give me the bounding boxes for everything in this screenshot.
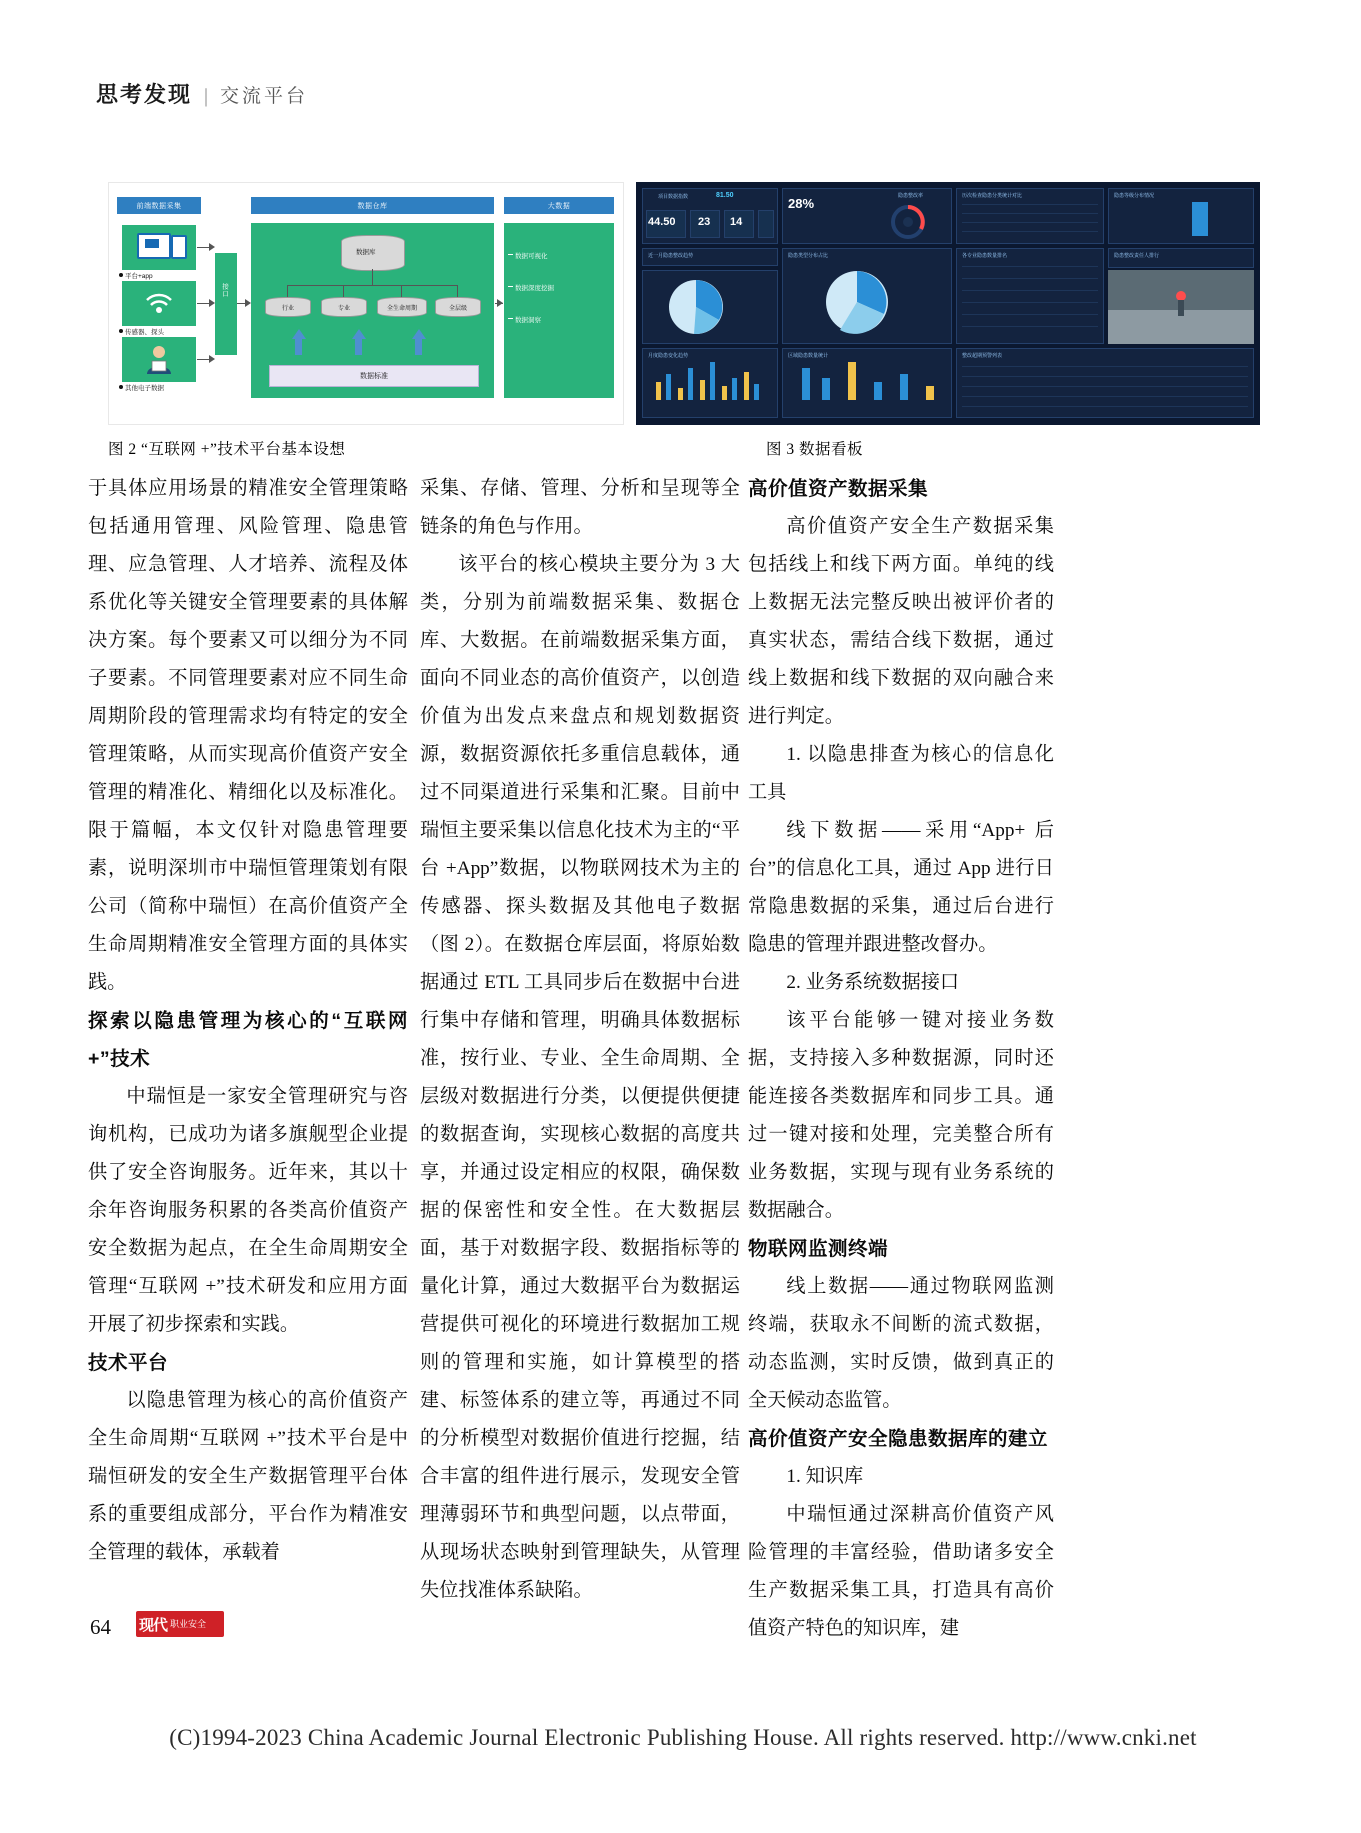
dashboard-panel-title-3: 近一月隐患整改趋势 bbox=[648, 253, 694, 259]
fig2-label-sensor: 传感器、探头 bbox=[125, 329, 164, 336]
journal-logo bbox=[136, 1611, 224, 1637]
fig2-arrow-head bbox=[209, 243, 215, 251]
dashboard-kpi-3-value: 14 bbox=[730, 216, 743, 228]
fig2-up-arrow-stem bbox=[295, 339, 302, 355]
figure-3-caption: 图 3 数据看板 bbox=[766, 441, 864, 458]
dashboard-bar bbox=[722, 386, 727, 400]
fig2-interface-box bbox=[215, 253, 237, 355]
pie-chart-icon bbox=[664, 276, 728, 338]
figure-2-architecture bbox=[108, 182, 624, 425]
wifi-sensor-icon bbox=[143, 288, 175, 318]
dashboard-index-title: 项目数据指数 bbox=[658, 194, 689, 200]
fig2-arrow-head bbox=[209, 355, 215, 363]
paragraph: 采集、存储、管理、分析和呈现等全链条的角色与作用。 bbox=[420, 478, 740, 537]
dashboard-bar bbox=[700, 380, 705, 400]
paragraph: 该平台的核心模块主要分为 3 大类，分别为前端数据采集、数据仓库、大数据。在前端数据采集方面，面向不同业态的高价值资产，以创造价值为出发点来盘点和规划数据资源，数据资源依托多重信息载体，通过不同渠道进行采集和汇聚。目前中瑞恒主要采集以信息化技术为主的“平台 +App”数据，以物联网技术为主的传感器、探头数据及其他电子数据（图 2）。在数据仓库层面，将原始数据通过 ETL 工具同步后在数据中台进行集中存储和管理，明确具体数据标准，按行业、专业、全生命周期、全层级对数据进行分类，以便提供便捷的数据查询，实现核心数据的高度共享，并通过设定相应的权限，确保数据的保密性和安全性。在大数据层面，基于对数据字段、数据指标等的量化计算，通过大数据平台为数据运营提供可视化的环境进行数据加工规则的管理和实施，如计算模型的搭建、标签体系的建立等，再通过不同的分析模型对数据价值进行挖掘，结合丰富的组件进行展示，发现安全管理薄弱环节和典型问题，以点带面，从现场状态映射到管理缺失，从管理失位找准体系缺陷。 bbox=[420, 554, 740, 1601]
dashboard-panel-mid-1 bbox=[956, 248, 1104, 344]
fig2-sub-specialty: 专业 bbox=[321, 297, 367, 317]
figure-3-dashboard bbox=[636, 182, 1260, 425]
person-document-icon bbox=[141, 343, 177, 377]
fig2-up-arrow bbox=[292, 329, 306, 339]
fig2-up-arrow bbox=[352, 329, 366, 339]
dashboard-bar bbox=[848, 362, 856, 400]
fig2-database-label: 数据库 bbox=[356, 249, 376, 256]
phone-icon bbox=[171, 235, 187, 259]
copyright-notice: (C)1994-2023 China Academic Journal Electronic Publishing House. All rights reserved. http://www.cnki.net bbox=[169, 1725, 1197, 1750]
dashboard-table-row bbox=[962, 406, 1248, 407]
fig2-sub-industry: 行业 bbox=[265, 297, 311, 317]
fig2-connector bbox=[401, 285, 402, 297]
dashboard-table-row bbox=[962, 396, 1248, 397]
fig2-up-arrow-stem bbox=[355, 339, 362, 355]
dashboard-table-row bbox=[962, 302, 1098, 303]
dashboard-table-row bbox=[962, 222, 1098, 223]
dashboard-table-row bbox=[962, 290, 1098, 291]
fig2-connector bbox=[287, 285, 457, 286]
fig2-arrow-head bbox=[497, 299, 503, 307]
dashboard-bar bbox=[802, 368, 810, 400]
fig2-out-visual: 数据可视化 bbox=[515, 253, 548, 260]
figure-2-caption: 图 2 “互联网 +”技术平台基本设想 bbox=[108, 441, 346, 458]
fig2-connector bbox=[343, 285, 344, 297]
paragraph: 该平台能够一键对接业务数据，支持接入多种数据源，同时还能连接各类数据库和同步工具。通过一键对接和处理，完美整合所有业务数据，实现与现有业务系统的数据融合。 bbox=[748, 1010, 1054, 1221]
fig2-connector bbox=[287, 285, 288, 297]
dashboard-kpi-1-value: 44.50 bbox=[648, 216, 676, 228]
dashboard-table-row bbox=[962, 314, 1098, 315]
dashboard-panel-title-9: 整改超期预警列表 bbox=[962, 353, 1003, 359]
dashboard-panel-title-8: 区域隐患数量统计 bbox=[788, 353, 829, 359]
bullet-icon bbox=[119, 329, 123, 333]
fig2-label-app: 平台+app bbox=[125, 273, 153, 280]
dashboard-bar bbox=[666, 374, 671, 400]
monitor-screen-icon bbox=[145, 239, 159, 248]
dashboard-table-row bbox=[962, 266, 1098, 267]
dashboard-panel-title-1: 历次检查隐患分类统计对比 bbox=[962, 193, 1023, 199]
fig2-data-standard: 数据标准 bbox=[269, 365, 479, 387]
header-subsection: 交流平台 bbox=[220, 86, 309, 107]
dashboard-kpi-4 bbox=[758, 210, 774, 238]
section-heading: 探索以隐患管理为核心的“互联网+”技术 bbox=[88, 1010, 408, 1070]
paragraph: 线上数据——通过物联网监测终端，获取永不间断的流式数据，动态监测，实时反馈，做到真正的全天候动态监管。 bbox=[748, 1276, 1054, 1411]
section-heading: 高价值资产数据采集 bbox=[748, 478, 929, 500]
dashboard-table-row bbox=[962, 278, 1098, 279]
dashboard-bar bbox=[900, 374, 908, 400]
fig2-connector bbox=[372, 269, 373, 285]
fig2-band-bigdata: 大数据 bbox=[504, 197, 614, 214]
dashboard-bar bbox=[688, 368, 693, 400]
paragraph: 以隐患管理为核心的高价值资产全生命周期“互联网 +”技术平台是中瑞恒研发的安全生产数据管理平台体系的重要组成部分，平台作为精准安全管理的载体，承载着 bbox=[88, 1390, 408, 1563]
dashboard-panel-title-4: 隐患类型分布占比 bbox=[788, 253, 829, 259]
bullet-icon bbox=[119, 273, 123, 277]
dashboard-bar bbox=[678, 388, 683, 400]
section-heading: 物联网监测终端 bbox=[748, 1238, 889, 1260]
logo-sub-text: 职业安全 bbox=[170, 1619, 207, 1629]
dashboard-gauge-percent: 28% bbox=[788, 196, 815, 211]
dashboard-bar bbox=[732, 378, 737, 400]
header-section: 思考发现 bbox=[96, 82, 193, 107]
dashboard-panel-title-5: 各专业隐患数量排名 bbox=[962, 253, 1008, 259]
dashboard-panel-title-2: 隐患等级分布情况 bbox=[1114, 193, 1155, 199]
fig2-dash bbox=[508, 286, 513, 287]
dashboard-bar bbox=[744, 372, 749, 400]
fig2-dash bbox=[508, 318, 513, 319]
fig2-band-warehouse: 数据仓库 bbox=[251, 197, 494, 214]
dashboard-table-row bbox=[962, 213, 1098, 214]
gauge-icon bbox=[888, 202, 928, 242]
paragraph: 于具体应用场景的精准安全管理策略包括通用管理、风险管理、隐患管理、应急管理、人才培养、流程及体系优化等关键安全管理要素的具体解决方案。每个要素又可以细分为不同子要素。不同管理要素对应不同生命周期阶段的管理需求均有特定的安全管理策略，从而实现高价值资产安全管理的精准化、精细化以及标准化。限于篇幅，本文仅针对隐患管理要素，说明深圳市中瑞恒管理策划有限公司（简称中瑞恒）在高价值资产全生命周期精准安全管理方面的具体实践。 bbox=[88, 478, 408, 993]
paragraph: 2. 业务系统数据接口 bbox=[786, 972, 960, 993]
paragraph: 1. 以隐患排查为核心的信息化工具 bbox=[748, 744, 1054, 803]
page-header bbox=[96, 78, 308, 109]
dashboard-panel-title-6: 隐患整改责任人排行 bbox=[1114, 253, 1160, 259]
fig2-dash bbox=[508, 254, 513, 255]
fig2-out-insight: 数据洞察 bbox=[515, 317, 541, 324]
dashboard-bar bbox=[710, 362, 715, 400]
fig2-up-arrow-stem bbox=[415, 339, 422, 355]
paragraph: 1. 知识库 bbox=[786, 1466, 864, 1487]
dashboard-bar bbox=[822, 378, 830, 400]
paragraph: 中瑞恒通过深耕高价值资产风险管理的丰富经验，借助诸多安全生产数据采集工具，打造具有高价值资产特色的知识库，建 bbox=[748, 1504, 1054, 1639]
dashboard-bar bbox=[926, 386, 934, 400]
dashboard-bar bbox=[656, 382, 661, 400]
dashboard-bar bbox=[874, 382, 882, 400]
paragraph: 高价值资产安全生产数据采集包括线上和线下两方面。单纯的线上数据无法完整反映出被评价者的真实状态，需结合线下数据，通过线上数据和线下数据的双向融合来进行判定。 bbox=[748, 516, 1054, 727]
dashboard-table-row bbox=[962, 366, 1248, 367]
dashboard-index-value: 81.50 bbox=[716, 192, 734, 199]
paragraph: 中瑞恒是一家安全管理研究与咨询机构，已成功为诸多旗舰型企业提供了安全咨询服务。近年来，其以十余年咨询服务积累的各类高价值资产安全数据为起点，在全生命周期安全管理“互联网 +”技术研发和应用方面开展了初步探索和实践。 bbox=[88, 1086, 408, 1335]
dashboard-gauge-title: 隐患整改率 bbox=[898, 193, 924, 199]
dashboard-table-row bbox=[962, 204, 1098, 205]
fig2-connector bbox=[457, 285, 458, 297]
fig2-sub-level: 全层级 bbox=[435, 297, 481, 317]
dashboard-bar bbox=[754, 384, 759, 400]
figures-area bbox=[108, 182, 1260, 427]
header-divider: | bbox=[204, 85, 209, 107]
body-column-2 bbox=[420, 470, 740, 1610]
fig2-bigdata-box bbox=[504, 223, 614, 398]
dashboard-kpi-2-value: 23 bbox=[698, 216, 711, 228]
page-number: 64 bbox=[90, 1615, 111, 1639]
body-column-3 bbox=[748, 470, 1054, 1648]
pie-chart-icon bbox=[820, 266, 894, 338]
section-heading: 技术平台 bbox=[88, 1352, 169, 1374]
dashboard-vertical-bar bbox=[1192, 202, 1208, 236]
dashboard-panel-title-7: 月度隐患变化趋势 bbox=[648, 353, 689, 359]
fig2-label-other: 其他电子数据 bbox=[125, 385, 164, 392]
cctv-video-icon bbox=[1108, 270, 1254, 344]
dashboard-table-row bbox=[962, 386, 1248, 387]
logo-main-text: 现代 bbox=[139, 1616, 168, 1634]
fig2-band-frontend: 前端数据采集 bbox=[117, 197, 201, 214]
fig2-up-arrow bbox=[412, 329, 426, 339]
paragraph: 线下数据——采用“App+ 后台”的信息化工具，通过 App 进行日常隐患数据的采集，通过后台进行隐患的管理并跟进整改督办。 bbox=[748, 820, 1054, 955]
section-heading: 高价值资产安全隐患数据库的建立 bbox=[748, 1428, 1049, 1450]
dashboard-table-row bbox=[962, 376, 1248, 377]
body-column-1 bbox=[88, 470, 408, 1572]
fig2-interface-label: 接口 bbox=[221, 283, 228, 298]
dashboard-table-row bbox=[962, 231, 1098, 232]
fig2-sub-lifecycle: 全生命周期 bbox=[377, 297, 427, 317]
fig2-out-mining: 数据深度挖掘 bbox=[515, 285, 554, 292]
dashboard-table-row bbox=[962, 326, 1098, 327]
bullet-icon bbox=[119, 385, 123, 389]
